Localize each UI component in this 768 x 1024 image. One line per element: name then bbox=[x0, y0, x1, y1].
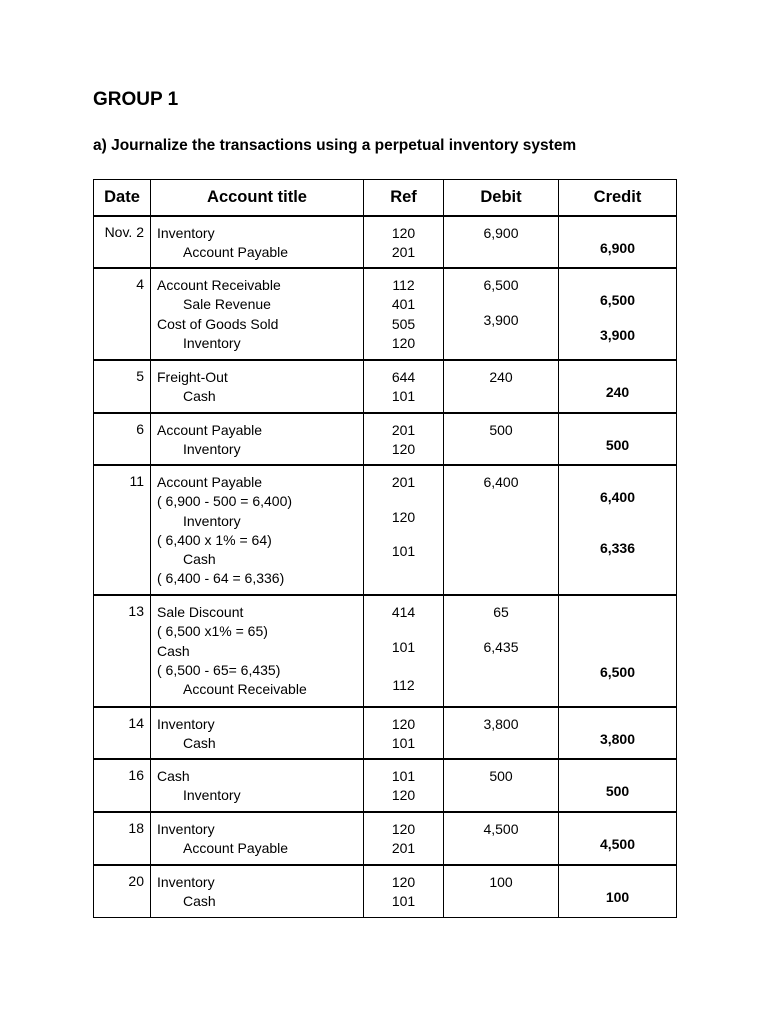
entry-credits bbox=[559, 216, 677, 268]
account-line: Inventory bbox=[183, 441, 241, 458]
ref-value: 112 bbox=[392, 677, 415, 694]
account-line: Cash bbox=[157, 768, 190, 784]
entry-date: 4 bbox=[94, 268, 151, 360]
entry-credits bbox=[559, 595, 677, 707]
entry-refs bbox=[364, 216, 444, 268]
debit-value: 500 bbox=[489, 768, 513, 784]
credit-value: 240 bbox=[605, 384, 630, 401]
credit-value: 100 bbox=[605, 889, 630, 906]
entry-refs bbox=[364, 413, 444, 465]
account-line: Account Payable bbox=[183, 840, 289, 857]
header-credit: Credit bbox=[559, 180, 677, 217]
header-ref: Ref bbox=[364, 180, 444, 217]
journal-entry-row bbox=[94, 465, 677, 595]
entry-refs bbox=[364, 812, 444, 865]
account-line: Cash bbox=[183, 735, 216, 752]
entry-refs bbox=[364, 865, 444, 918]
account-line: Cash bbox=[157, 642, 190, 659]
account-line: ( 6,400 x 1% = 64) bbox=[157, 531, 272, 548]
ref-value: 401 bbox=[391, 296, 416, 313]
ref-value: 101 bbox=[391, 893, 416, 910]
ref-value: 120 bbox=[391, 225, 416, 241]
account-line: Account Payable bbox=[183, 244, 289, 261]
credit-value: 500 bbox=[605, 437, 630, 454]
debit-value: 3,900 bbox=[483, 311, 519, 328]
entry-debits bbox=[444, 360, 559, 413]
ref-value: 120 bbox=[391, 716, 416, 732]
entry-debits bbox=[444, 465, 559, 595]
entry-date: 16 bbox=[94, 759, 151, 812]
debit-value: 4,500 bbox=[483, 821, 519, 837]
credit-value: 3,800 bbox=[599, 731, 636, 748]
account-line: Inventory bbox=[157, 874, 215, 890]
entry-accounts bbox=[151, 865, 364, 918]
entry-debits bbox=[444, 216, 559, 268]
debit-value: 6,900 bbox=[483, 225, 519, 241]
credit-value: 4,500 bbox=[599, 836, 636, 853]
journal-entry-row bbox=[94, 812, 677, 865]
entry-credits bbox=[559, 413, 677, 465]
debit-value: 240 bbox=[489, 369, 513, 385]
journal-body bbox=[94, 216, 677, 918]
entry-refs bbox=[364, 268, 444, 360]
entry-accounts bbox=[151, 360, 364, 413]
ref-value: 201 bbox=[391, 422, 416, 438]
account-line: ( 6,500 - 65= 6,435) bbox=[157, 661, 281, 678]
entry-credits bbox=[559, 465, 677, 595]
journal-table bbox=[93, 179, 677, 918]
account-line: Inventory bbox=[183, 512, 241, 529]
entry-credits bbox=[559, 360, 677, 413]
journal-entry-row bbox=[94, 759, 677, 812]
credit-value: 500 bbox=[605, 783, 630, 800]
credit-value: 6,400 bbox=[599, 489, 636, 506]
account-line: Cost of Goods Sold bbox=[157, 315, 279, 332]
account-line: ( 6,500 x1% = 65) bbox=[157, 623, 268, 640]
ref-value: 414 bbox=[391, 604, 416, 620]
account-line: ( 6,400 - 64 = 6,336) bbox=[157, 570, 285, 587]
credit-value: 6,336 bbox=[599, 539, 636, 556]
debit-value: 6,400 bbox=[483, 474, 519, 490]
entry-accounts bbox=[151, 216, 364, 268]
account-line: Inventory bbox=[157, 716, 215, 732]
entry-date: Nov. 2 bbox=[94, 216, 151, 268]
debit-value: 500 bbox=[489, 422, 513, 438]
account-line: Inventory bbox=[157, 225, 215, 241]
entry-credits bbox=[559, 865, 677, 918]
ref-value: 101 bbox=[391, 768, 416, 784]
header-debit: Debit bbox=[444, 180, 559, 217]
account-line: Freight-Out bbox=[157, 369, 228, 385]
entry-date: 20 bbox=[94, 865, 151, 918]
entry-refs bbox=[364, 360, 444, 413]
entry-credits bbox=[559, 812, 677, 865]
account-line: Sale Discount bbox=[157, 604, 244, 620]
entry-date: 5 bbox=[94, 360, 151, 413]
debit-value: 100 bbox=[489, 874, 513, 890]
header-date: Date bbox=[94, 180, 151, 217]
account-line: Account Payable bbox=[157, 422, 263, 438]
journal-entry-row bbox=[94, 707, 677, 759]
ref-value: 505 bbox=[391, 315, 416, 332]
entry-accounts bbox=[151, 759, 364, 812]
account-line: Account Payable bbox=[157, 474, 263, 490]
entry-credits bbox=[559, 268, 677, 360]
entry-refs bbox=[364, 595, 444, 707]
entry-date: 14 bbox=[94, 707, 151, 759]
account-line: Account Receivable bbox=[183, 681, 307, 698]
instruction-heading: a) Journalize the transactions using a perpetual inventory system bbox=[93, 137, 577, 154]
account-line: Account Receivable bbox=[157, 277, 281, 293]
ref-value: 120 bbox=[391, 787, 416, 804]
entry-date: 6 bbox=[94, 413, 151, 465]
journal-entry-row bbox=[94, 413, 677, 465]
debit-value: 6,500 bbox=[483, 277, 519, 293]
debit-value: 3,800 bbox=[483, 716, 519, 732]
header-account-title: Account title bbox=[151, 180, 364, 217]
ref-value: 201 bbox=[391, 244, 416, 261]
ref-value: 101 bbox=[391, 388, 416, 405]
entry-accounts bbox=[151, 465, 364, 595]
ref-value: 112 bbox=[392, 277, 415, 293]
account-line: Inventory bbox=[183, 334, 241, 351]
credit-value: 6,900 bbox=[599, 240, 636, 257]
account-line: Inventory bbox=[183, 787, 241, 804]
account-line: Cash bbox=[183, 388, 216, 405]
entry-date: 11 bbox=[94, 465, 151, 595]
entry-credits bbox=[559, 759, 677, 812]
debit-value: 6,435 bbox=[483, 638, 519, 655]
entry-refs bbox=[364, 465, 444, 595]
journal-entry-row bbox=[94, 595, 677, 707]
account-line: Inventory bbox=[157, 821, 215, 837]
entry-debits bbox=[444, 595, 559, 707]
ref-value: 120 bbox=[391, 508, 416, 525]
account-line: ( 6,900 - 500 = 6,400) bbox=[157, 493, 293, 510]
entry-refs bbox=[364, 707, 444, 759]
entry-debits bbox=[444, 268, 559, 360]
ref-value: 101 bbox=[391, 542, 416, 559]
account-line: Cash bbox=[183, 893, 216, 910]
ref-value: 120 bbox=[391, 874, 416, 890]
header-row bbox=[94, 180, 677, 217]
entry-accounts bbox=[151, 413, 364, 465]
entry-debits bbox=[444, 865, 559, 918]
entry-debits bbox=[444, 413, 559, 465]
ref-value: 120 bbox=[391, 441, 416, 458]
ref-value: 101 bbox=[391, 638, 416, 655]
entry-accounts bbox=[151, 812, 364, 865]
credit-value: 6,500 bbox=[599, 292, 636, 309]
ref-value: 644 bbox=[391, 369, 416, 385]
ref-value: 201 bbox=[391, 840, 416, 857]
entry-date: 18 bbox=[94, 812, 151, 865]
journal-entry-row bbox=[94, 360, 677, 413]
credit-value: 3,900 bbox=[599, 327, 636, 344]
entry-refs bbox=[364, 759, 444, 812]
ref-value: 101 bbox=[391, 735, 416, 752]
entry-debits bbox=[444, 707, 559, 759]
journal-entry-row bbox=[94, 268, 677, 360]
debit-value: 65 bbox=[493, 604, 509, 620]
ref-value: 120 bbox=[391, 821, 416, 837]
ref-value: 201 bbox=[391, 474, 416, 490]
entry-accounts bbox=[151, 268, 364, 360]
account-line: Cash bbox=[183, 551, 216, 568]
entry-accounts bbox=[151, 707, 364, 759]
entry-debits bbox=[444, 759, 559, 812]
page-title: GROUP 1 bbox=[93, 89, 179, 110]
credit-value: 6,500 bbox=[599, 663, 636, 680]
entry-date: 13 bbox=[94, 595, 151, 707]
account-line: Sale Revenue bbox=[183, 296, 271, 313]
entry-credits bbox=[559, 707, 677, 759]
entry-debits bbox=[444, 812, 559, 865]
ref-value: 120 bbox=[391, 334, 416, 351]
entry-accounts bbox=[151, 595, 364, 707]
journal-entry-row bbox=[94, 865, 677, 918]
journal-entry-row bbox=[94, 216, 677, 268]
